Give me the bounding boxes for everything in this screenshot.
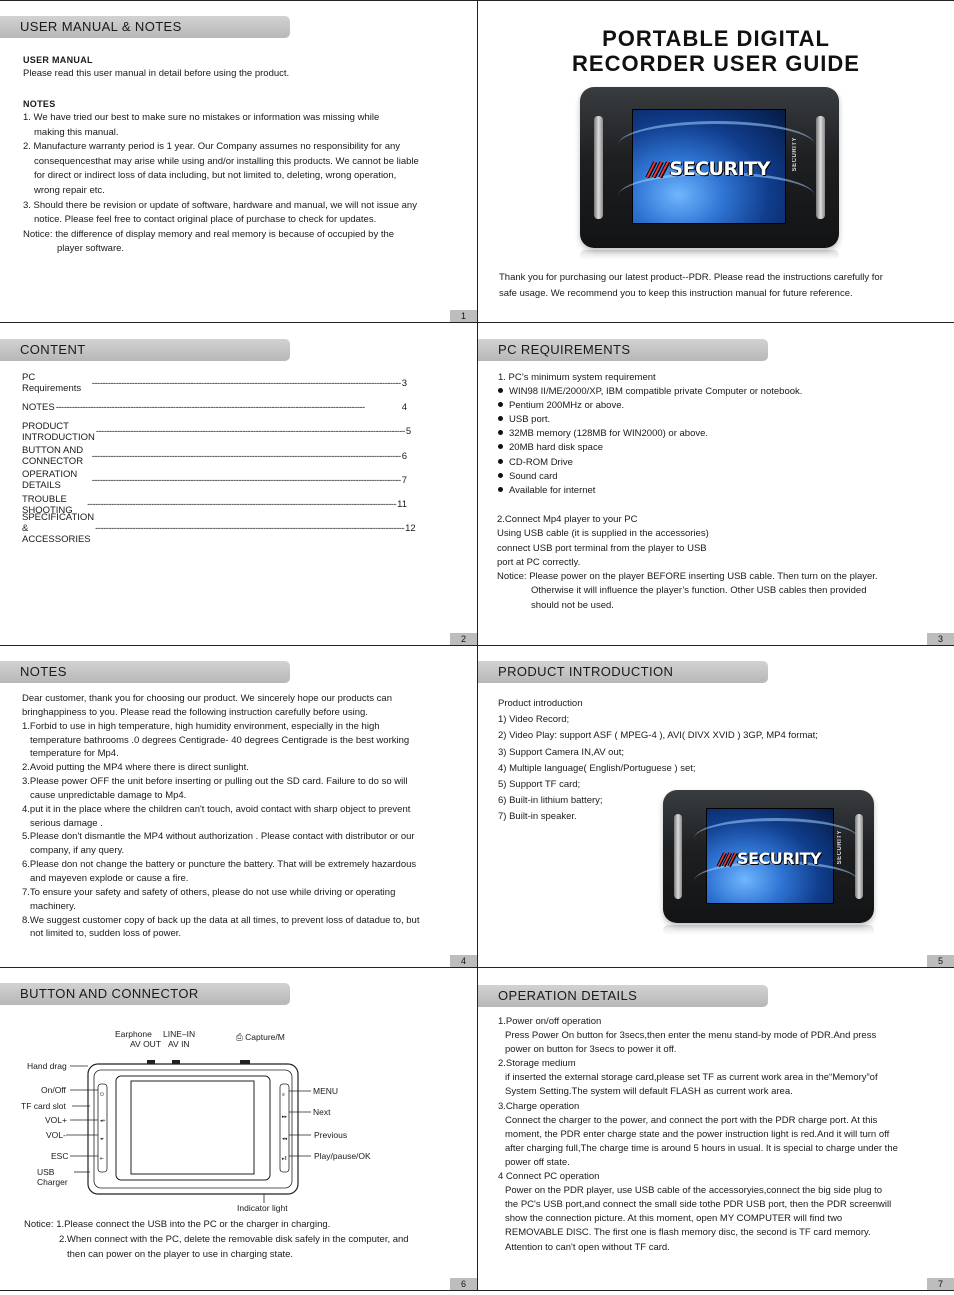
list-item: Pentium 200MHz or above. [498, 399, 802, 413]
page-number: 1 [450, 310, 477, 322]
cover-intro [499, 270, 883, 302]
list-item: Available for internet [498, 484, 802, 498]
text-line: temperature bathrooms .0 degrees Centigrade- 40 degrees Centigrade is the best working [30, 734, 410, 746]
text-line: connect USB port terminal from the player to USB [497, 542, 707, 554]
operation-text [498, 1015, 898, 1255]
svg-text:⇤: ⇤ [100, 1156, 105, 1162]
svg-text:≡: ≡ [282, 1092, 285, 1098]
text-line: after charging full,The charge time is around 5 hours in usual. It is special to charge under the [505, 1142, 898, 1154]
security-logo: /// SECURITY [648, 158, 770, 180]
note-line: 2. Manufacture warranty period is 1 year. Our Company assumes no responsibility for any [23, 141, 401, 153]
text-line: moment, the PDR enter charge state and the power instruction light is red.And it will turn off [505, 1128, 890, 1140]
notes-heading: NOTES [23, 99, 56, 109]
text-line: 6.Please don not change the battery or puncture the battery. That will be extremely hazardous [22, 859, 417, 871]
page-number: 7 [927, 1278, 954, 1290]
security-logo: /// SECURITY [719, 849, 821, 868]
text-line: 8.We suggest customer copy of back up the data at all times, to prevent loss of datadue to, but [22, 914, 420, 926]
page-number: 2 [450, 633, 477, 645]
vol-plus-label: VOL+ [45, 1115, 67, 1125]
device-screen [706, 808, 834, 904]
list-item: 3) Support Camera IN,AV out; [498, 746, 625, 758]
list-item: USB port. [498, 413, 802, 427]
tf-slot-label: TF card slot [21, 1101, 66, 1111]
text-line: port at PC correctly. [497, 556, 581, 568]
section-header: CONTENT [0, 339, 290, 361]
section-header: NOTES [0, 661, 290, 683]
user-manual-heading: USER MANUAL [23, 55, 93, 65]
list-item: 4) Multiple language( English/Portuguese ) set; [498, 762, 696, 774]
left-button-strip [674, 814, 682, 899]
text-line: Otherwise it will influence the player’s function. Other USB cables then provided [531, 585, 867, 597]
hand-drag-label: Hand drag [27, 1061, 67, 1071]
text-line: the PC's USB port,and connect the small side tothe PDR USB port, then the PDR screenwill [505, 1199, 892, 1211]
section-header: PC REQUIREMENTS [478, 339, 768, 361]
text-line: 4 Connect PC operation [498, 1171, 600, 1183]
list-item: 7) Built-in speaker. [498, 811, 577, 823]
line-in-label: LINE–IN [163, 1029, 196, 1039]
note-line: 3. Should there be revision or update of software, hardware and manual, we will not issue any [23, 199, 417, 211]
page-number: 4 [450, 955, 477, 967]
next-label: Next [313, 1107, 331, 1117]
list-item: Sound card [498, 470, 802, 484]
svg-text:⏻: ⏻ [100, 1092, 104, 1098]
text-line: Product introduction [498, 698, 583, 709]
text-line: temperature for Mp4. [30, 748, 119, 760]
list-item: 2) Video Play: support ASF ( MPEG-4 ), AVI( DIVX XVID ) 3GP, MP4 format; [498, 730, 818, 742]
toc-item[interactable]: SPECIFICATION & ACCESSORIES -------------------------------------------------------------------------------------------------------------------- 12 [22, 512, 416, 546]
text-line: 2.Storage medium [498, 1058, 576, 1070]
text-line: power on button for 3secs to power it off. [505, 1044, 677, 1056]
side-logo: SECURITY [792, 137, 798, 172]
previous-label: Previous [314, 1130, 348, 1140]
text-line: 3.Charge operation [498, 1100, 580, 1112]
text-line: 3.Please power OFF the unit before inserting or pulling out the SD card. Failure to do so will [22, 776, 408, 788]
toc-item[interactable]: PC Requirements -------------------------------------------------------------------------------------------------------------------- 3 [22, 372, 407, 395]
list-item: 5) Support TF card; [498, 779, 581, 791]
notice-line: Notice: 1.Please connect the USB into the PC or the charger in charging. [24, 1219, 331, 1230]
text-line: bringhappiness to you. Please read the following instruction carefully before using. [22, 706, 368, 718]
usb-label: USB [37, 1167, 55, 1177]
toc-item[interactable]: OPERATION DETAILS -------------------------------------------------------------------------------------------------------------------- 7 [22, 469, 407, 492]
page-number: 3 [927, 633, 954, 645]
text-line: Using USB cable (it is supplied in the accessories) [497, 528, 709, 540]
text-line: machinery. [30, 900, 76, 912]
note-line: player software. [57, 243, 125, 255]
list-item: 6) Built-in lithium battery; [498, 795, 603, 807]
text-line: if inserted the external storage card,please set TF as current work area in the“Memory”of [505, 1072, 878, 1084]
text-line: Attention to can't open without TF card. [505, 1241, 670, 1253]
text-line: 4.put it in the place where the children can't touch, avoid contact with sharp object to prevent [22, 803, 411, 815]
svg-text:◂+: ◂+ [100, 1118, 106, 1124]
device-photo [663, 790, 874, 923]
av-in-label: AV IN [168, 1039, 190, 1049]
svg-text:▸‖: ▸‖ [282, 1156, 287, 1162]
text-line: Dear customer, thank you for choosing our product. We sincerely hope our products can [22, 693, 392, 704]
intro-line: safe usage. We recommend you to keep this instruction manual for future reference. [499, 288, 853, 299]
on-off-label: On/Off [41, 1085, 66, 1095]
note-line: making this manual. [34, 126, 119, 138]
notice-line: then can power on the player to use in charging state. [67, 1248, 294, 1260]
text-line: 2.Avoid putting the MP4 where there is direct sunlight. [22, 762, 249, 774]
cover-title-line-2: RECORDER USER GUIDE [572, 51, 860, 76]
play-label: Play/pause/OK [314, 1151, 371, 1161]
note-line: consequencesthat may arise while using and/or installing this products. We cannot be liable [34, 155, 419, 167]
text-line: company, if any query. [30, 845, 125, 857]
right-button-strip [855, 814, 863, 899]
toc-item[interactable]: BUTTON AND CONNECTOR -------------------------------------------------------------------------------------------------------------------- 6 [22, 445, 407, 468]
capture-label: ⎙ Capture/M [236, 1032, 285, 1042]
diagram-lines [0, 0, 477, 1290]
text-line: Power on the PDR player, use USB cable of the accessoryies,connect the big side plug to [505, 1185, 883, 1197]
list-item: 32MB memory (128MB for WIN2000) or above. [498, 427, 802, 441]
text-line: show the connection picture. At this moment, open MY COMPUTER will find two [505, 1213, 843, 1225]
list-item: 20MB hard disk space [498, 441, 802, 455]
user-manual-text: Please read this user manual in detail before using the product. [23, 68, 290, 79]
vol-minus-label: VOL- [46, 1130, 66, 1140]
text-line: REMOVABLE DISC. The first one is flash memory disc, the second is TF card memory. [505, 1227, 871, 1239]
list-item: WIN98 II/ME/2000/XP, IBM compatible private Computer or notebook. [498, 385, 802, 399]
text-line: 7.To ensure your safety and safety of others, please do not use while driving or operating [22, 886, 396, 898]
text-line: power off state. [505, 1156, 570, 1168]
left-button-strip [594, 116, 603, 219]
page-number: 5 [927, 955, 954, 967]
menu-label: MENU [313, 1086, 339, 1096]
connector-notice [24, 1218, 409, 1262]
cover-title-line-1: PORTABLE DIGITAL [602, 26, 830, 51]
note-line: Notice: the difference of display memory and real memory is because of occupied by the [23, 228, 395, 240]
note-line: 1. We have tried our best to make sure no mistakes or information was missing while [23, 112, 380, 123]
svg-text:▸▸: ▸▸ [282, 1114, 288, 1120]
intro-line: Thank you for purchasing our latest product--PDR. Please read the instructions carefully for [499, 272, 883, 283]
section-header: OPERATION DETAILS [478, 985, 768, 1007]
earphone-label: Earphone [115, 1029, 152, 1039]
text-line: Connect the charger to the power, and connect the port with the PDR charge port. At this [505, 1114, 878, 1126]
device-screen [632, 109, 786, 224]
list-item: 1) Video Record; [498, 714, 570, 726]
esc-label: ESC [51, 1151, 69, 1161]
text-line: System Setting.The system will default FLASH as current work area. [505, 1086, 793, 1098]
requirements-intro: 1. PC’s minimum system requirement [498, 372, 656, 383]
page-number: 6 [450, 1278, 477, 1290]
charger-label: Charger [37, 1177, 68, 1187]
toc-item[interactable]: NOTES -------------------------------------------------------------------------------------------------------------------- 4 [22, 401, 407, 413]
connect-instructions [497, 513, 878, 613]
bottom-border [0, 1290, 954, 1291]
toc-item[interactable]: PRODUCT INTRODUCTION -------------------------------------------------------------------------------------------------------------------- 5 [22, 420, 412, 443]
device-photo [580, 87, 839, 248]
svg-text:◂◂: ◂◂ [282, 1136, 288, 1142]
note-line: notice. Please feel free to contact original place of purchase to check for updates. [34, 214, 377, 226]
toc-item[interactable]: TROUBLE SHOOTING -------------------------------------------------------------------------------------------------------------------- 11 [22, 493, 407, 516]
text-line: Press Power On button for 3secs,then enter the menu stand-by mode of PDR.And press [505, 1030, 877, 1042]
text-line: should not be used. [531, 599, 614, 611]
section-header: PRODUCT INTRODUCTION [478, 661, 768, 683]
note-line: wrong repair etc. [34, 184, 105, 196]
text-line: not limited to, sudden loss of power. [30, 928, 182, 940]
text-line: 5.Please don't dismantle the MP4 without authorization . Please contact with distributor or our [22, 831, 415, 843]
side-logo: SECURITY [837, 830, 843, 865]
text-line: serious damage . [30, 817, 103, 829]
right-button-strip [816, 116, 825, 219]
requirements-list [498, 371, 802, 498]
text-line: 1.Power on/off operation [498, 1016, 602, 1027]
text-line: and mayeven explode or cause a fire. [30, 872, 189, 884]
text-line: 1.Forbid to use in high temperature, high humidity environment, especially in the high [22, 720, 380, 732]
section-header: BUTTON AND CONNECTOR [0, 983, 290, 1005]
text-line: cause unpredictable damage to Mp4. [30, 789, 187, 801]
camera-icon: ⎙ [236, 1032, 246, 1042]
section-header: USER MANUAL & NOTES [0, 16, 290, 38]
note-line: for direct or indirect loss of data including, but not limited to, deleting, wrong operation, [34, 170, 397, 182]
text-line: Notice: Please power on the player BEFORE inserting USB cable. Then turn on the player. [497, 571, 878, 583]
indicator-label: Indicator light [237, 1203, 288, 1213]
svg-text:◂-: ◂- [100, 1136, 105, 1142]
notice-line: 2.When connect with the PC, delete the removable disk safely in the computer, and [59, 1233, 409, 1245]
av-out-label: AV OUT [130, 1039, 162, 1049]
list-item: CD-ROM Drive [498, 456, 802, 470]
text-line: 2.Connect Mp4 player to your PC [497, 514, 638, 525]
connector-diagram [0, 0, 477, 1290]
